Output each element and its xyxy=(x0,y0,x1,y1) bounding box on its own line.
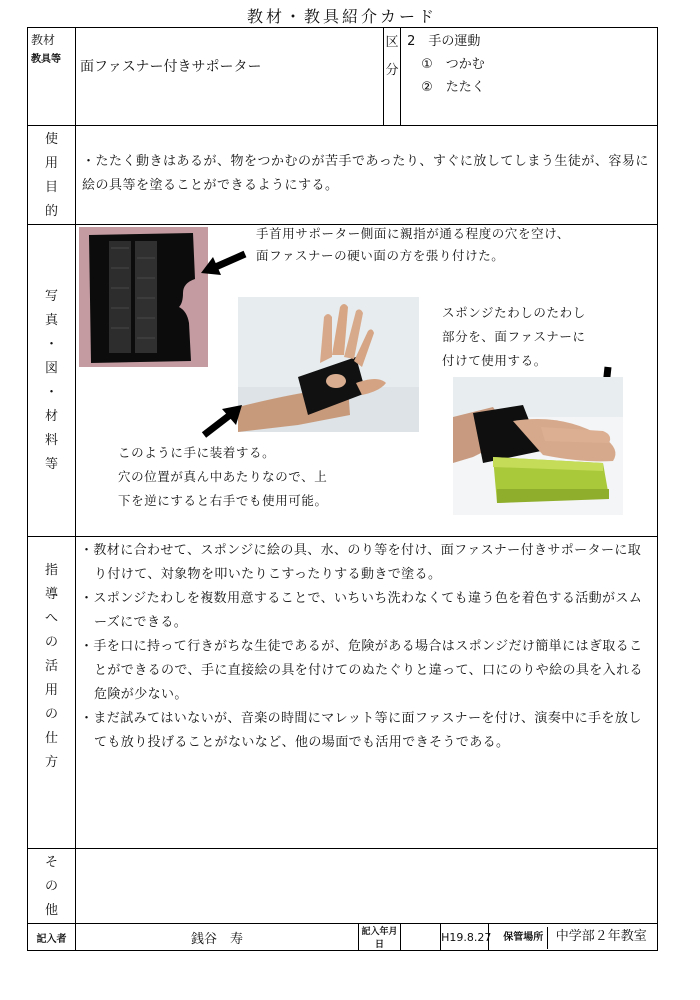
photos-area xyxy=(76,225,657,533)
photos-label-char: ・ xyxy=(44,336,58,352)
usage-item: ・手を口に持って行きがちな生徒であるが、危険がある場合はスポンジだけ簡単にはぎ取ることができるので、手に直接絵の具を付けてのぬたぐりと違って、口にのりや絵の具を入れる危険が少ない。 xyxy=(80,639,643,702)
categories-cell xyxy=(401,28,658,126)
usage-item: ・まだ試みてはいないが、音楽の時間にマレット等に面ファスナーを付け、演奏中に手を放しても放り投げることがないなど、他の場面でも活用できそうである。 xyxy=(80,711,642,750)
category-grasp: ① つかむ xyxy=(421,57,485,72)
material-card xyxy=(27,27,658,951)
hand-with-sponge-photo xyxy=(453,377,623,515)
purpose-text: ・たたく動きはあるが、物をつかむのが苦手であったり、すぐに放してしまう生徒が、容易に絵の具等を塗ることができるようにする。 xyxy=(76,126,658,225)
place-label: 保管場所 xyxy=(499,927,548,949)
other-text xyxy=(76,849,658,924)
photos-cell xyxy=(76,225,658,537)
purpose-label-char: 用 xyxy=(44,156,58,171)
category-main: 2 手の運動 xyxy=(407,34,481,49)
usage-label-char: 導 xyxy=(44,587,58,602)
caption-right xyxy=(442,301,586,373)
date-value xyxy=(401,924,441,951)
purpose-label-char: 使 xyxy=(44,132,58,147)
place-value: 中学部２年教室 xyxy=(555,929,647,944)
photos-label-char: 料 xyxy=(44,432,58,448)
usage-label-char: 用 xyxy=(44,683,58,698)
hand-wearing-photo xyxy=(238,297,419,432)
place-cell xyxy=(489,924,658,951)
arrow-left-icon xyxy=(199,249,249,277)
caption-top-line: 手首用サポーター側面に親指が通る程度の穴を空け、 xyxy=(256,226,570,241)
date-value-text: H19.8.27 xyxy=(441,924,489,951)
usage-label xyxy=(28,537,76,849)
other-label-char: の xyxy=(44,879,58,894)
caption-bottom-line: 下を逆にすると右手でも使用可能。 xyxy=(118,493,328,508)
usage-item: ・スポンジたわしを複数用意することで、いちいち洗わなくても違う色を着色する活動がスムーズにできる。 xyxy=(80,591,643,630)
usage-item: ・教材に合わせて、スポンジに絵の具、水、のり等を付け、面ファスナー付きサポーターに取り付けて、対象物を叩いたりこすったりする動きで塗る。 xyxy=(80,543,642,582)
arrow-up-right-icon xyxy=(200,403,244,439)
usage-label-char: 指 xyxy=(44,563,58,578)
purpose-label xyxy=(28,126,76,225)
usage-label-char: へ xyxy=(44,611,58,626)
caption-top xyxy=(256,223,570,267)
caption-right-line: スポンジたわしのたわし xyxy=(442,305,586,320)
supporter-flat-photo xyxy=(79,227,208,367)
caption-bottom-line: このように手に装着する。 xyxy=(118,445,276,460)
writer-label: 記入者 xyxy=(28,924,76,951)
usage-cell xyxy=(76,537,658,849)
photos-label-char: 写 xyxy=(44,288,58,304)
kubun-label-2: 分 xyxy=(385,63,399,78)
purpose-label-char: 目 xyxy=(44,180,58,195)
caption-top-line: 面ファスナーの硬い面の方を張り付けた。 xyxy=(256,248,505,263)
material-name-cell xyxy=(76,28,384,126)
material-name: 面ファスナー付きサポーター xyxy=(80,59,262,75)
name-label-line2: 教具等 xyxy=(31,54,61,65)
usage-label-char: 活 xyxy=(44,659,58,674)
photos-label xyxy=(28,225,76,537)
photos-label-char: 等 xyxy=(44,456,58,472)
caption-right-line: 付けて使用する。 xyxy=(442,353,547,368)
date-label: 記入年月日 xyxy=(359,924,401,951)
name-label-line1: 教材 xyxy=(31,33,56,47)
category-tap: ② たたく xyxy=(421,80,485,95)
usage-label-char: 仕 xyxy=(44,731,58,746)
purpose-label-char: 的 xyxy=(44,204,58,219)
caption-bottom xyxy=(118,441,328,513)
photos-label-char: ・ xyxy=(44,384,58,400)
card-title: 教材・教具紹介カード xyxy=(246,7,437,26)
usage-label-char: 方 xyxy=(44,755,58,770)
caption-right-line: 部分を、面ファスナーに xyxy=(442,329,586,344)
photos-label-char: 図 xyxy=(44,360,58,376)
writer-name: 銭谷 寿 xyxy=(76,924,359,951)
caption-bottom-line: 穴の位置が真ん中あたりなので、上 xyxy=(118,469,328,484)
other-label-char: そ xyxy=(44,855,58,870)
kubun-label-cell xyxy=(384,28,401,126)
photos-label-char: 材 xyxy=(44,408,58,424)
name-label-cell xyxy=(28,28,76,126)
other-label-char: 他 xyxy=(44,903,58,918)
usage-label-char: の xyxy=(44,707,58,722)
photos-label-char: 真 xyxy=(44,312,58,328)
other-label xyxy=(28,849,76,924)
usage-label-char: の xyxy=(44,635,58,650)
kubun-label-1: 区 xyxy=(385,35,399,50)
